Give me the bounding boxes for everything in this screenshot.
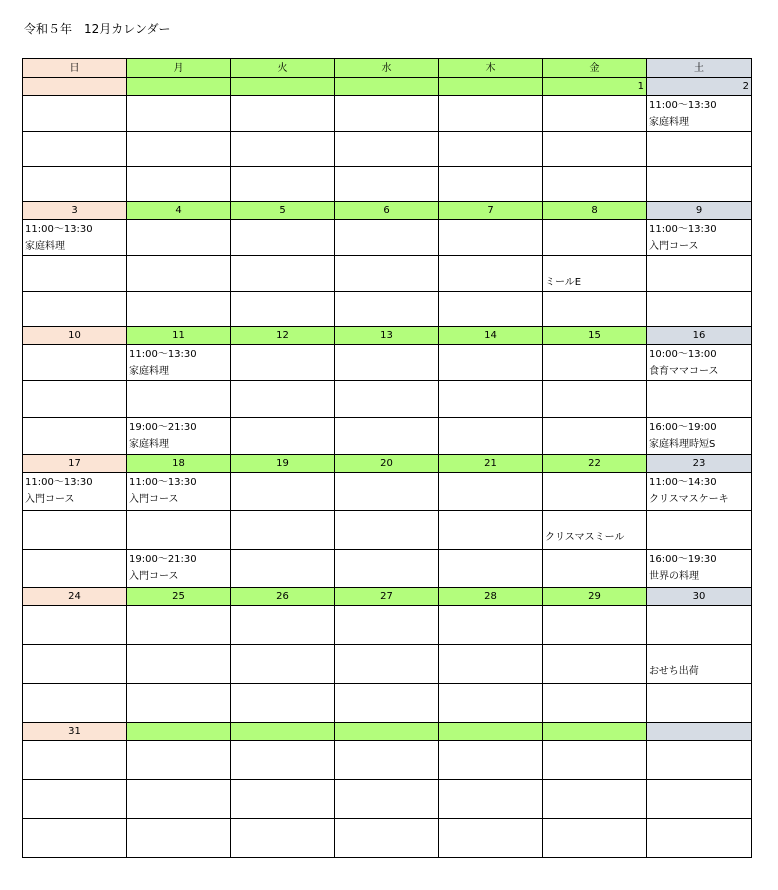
slot-row <box>23 741 752 780</box>
empty-cell[interactable] <box>127 684 231 723</box>
event-cell[interactable]: 16:00〜19:30 世界の料理 <box>647 550 752 588</box>
empty-cell[interactable] <box>439 132 543 167</box>
date-cell: 15 <box>543 327 647 345</box>
event-cell[interactable]: おせち出荷 <box>647 645 752 684</box>
date-row <box>23 588 752 606</box>
empty-cell[interactable] <box>543 550 647 588</box>
event-cell[interactable]: 11:00〜13:30 入門コース <box>23 473 127 511</box>
date-row <box>23 723 752 741</box>
empty-cell[interactable] <box>439 381 543 418</box>
weekday-header-cell: 金 <box>543 59 647 78</box>
empty-cell[interactable] <box>439 345 543 381</box>
event-cell[interactable]: 11:00〜13:30 家庭料理 <box>647 96 752 132</box>
empty-cell[interactable] <box>439 96 543 132</box>
empty-cell[interactable] <box>231 606 335 645</box>
empty-cell[interactable] <box>231 684 335 723</box>
date-cell: 2 <box>647 78 752 96</box>
empty-cell[interactable] <box>231 645 335 684</box>
empty-cell[interactable] <box>23 780 127 819</box>
empty-cell[interactable] <box>335 167 439 202</box>
date-cell: 7 <box>439 202 543 220</box>
empty-cell[interactable] <box>543 473 647 511</box>
date-cell: 26 <box>231 588 335 606</box>
empty-cell[interactable] <box>23 511 127 550</box>
empty-cell[interactable] <box>439 167 543 202</box>
empty-cell[interactable] <box>231 819 335 858</box>
empty-cell[interactable] <box>23 132 127 167</box>
date-cell: 12 <box>231 327 335 345</box>
date-cell: 6 <box>335 202 439 220</box>
empty-cell[interactable] <box>439 473 543 511</box>
empty-cell[interactable] <box>543 345 647 381</box>
empty-cell[interactable] <box>127 96 231 132</box>
empty-cell[interactable] <box>335 511 439 550</box>
empty-cell[interactable] <box>647 606 752 645</box>
weekday-header-cell: 火 <box>231 59 335 78</box>
empty-cell[interactable] <box>127 741 231 780</box>
empty-cell[interactable] <box>335 381 439 418</box>
empty-cell[interactable] <box>23 167 127 202</box>
event-cell[interactable]: 10:00〜13:00 食育ママコース <box>647 345 752 381</box>
empty-cell[interactable] <box>127 780 231 819</box>
weekday-header-cell: 土 <box>647 59 752 78</box>
empty-cell[interactable] <box>231 550 335 588</box>
empty-cell[interactable] <box>23 550 127 588</box>
date-cell <box>23 78 127 96</box>
empty-cell[interactable] <box>23 345 127 381</box>
date-row <box>23 455 752 473</box>
empty-cell[interactable] <box>439 256 543 292</box>
empty-cell[interactable] <box>231 167 335 202</box>
slot-row <box>23 220 752 256</box>
date-cell: 1 <box>543 78 647 96</box>
slot-row <box>23 473 752 511</box>
empty-cell[interactable] <box>335 819 439 858</box>
date-cell <box>231 78 335 96</box>
weekday-header-cell: 日 <box>23 59 127 78</box>
slot-row <box>23 780 752 819</box>
date-cell: 10 <box>23 327 127 345</box>
date-cell: 23 <box>647 455 752 473</box>
empty-cell[interactable] <box>439 606 543 645</box>
slot-row <box>23 819 752 858</box>
empty-cell[interactable] <box>127 606 231 645</box>
empty-cell[interactable] <box>647 684 752 723</box>
empty-cell[interactable] <box>127 256 231 292</box>
empty-cell[interactable] <box>23 96 127 132</box>
date-cell: 31 <box>23 723 127 741</box>
event-cell[interactable]: 16:00〜19:00 家庭料理時短S <box>647 418 752 455</box>
empty-cell[interactable] <box>439 741 543 780</box>
empty-cell[interactable] <box>543 684 647 723</box>
date-row <box>23 78 752 96</box>
empty-cell[interactable] <box>647 256 752 292</box>
empty-cell[interactable] <box>335 606 439 645</box>
date-cell: 18 <box>127 455 231 473</box>
empty-cell[interactable] <box>335 256 439 292</box>
empty-cell[interactable] <box>543 418 647 455</box>
slot-row <box>23 606 752 645</box>
empty-cell[interactable] <box>231 292 335 327</box>
date-cell <box>127 723 231 741</box>
empty-cell[interactable] <box>543 780 647 819</box>
slot-row <box>23 292 752 327</box>
empty-cell[interactable] <box>543 96 647 132</box>
event-cell[interactable]: 11:00〜13:30 家庭料理 <box>23 220 127 256</box>
empty-cell[interactable] <box>647 292 752 327</box>
empty-cell[interactable] <box>543 220 647 256</box>
date-cell <box>439 78 543 96</box>
empty-cell[interactable] <box>231 345 335 381</box>
empty-cell[interactable] <box>543 741 647 780</box>
empty-cell[interactable] <box>127 292 231 327</box>
date-cell: 22 <box>543 455 647 473</box>
empty-cell[interactable] <box>127 645 231 684</box>
empty-cell[interactable] <box>335 473 439 511</box>
calendar-grid <box>22 58 751 858</box>
calendar-table <box>22 58 752 858</box>
event-cell[interactable]: 11:00〜13:30 入門コース <box>127 473 231 511</box>
empty-cell[interactable] <box>335 132 439 167</box>
date-cell: 25 <box>127 588 231 606</box>
empty-cell[interactable] <box>231 511 335 550</box>
slot-row <box>23 418 752 455</box>
empty-cell[interactable] <box>439 645 543 684</box>
empty-cell[interactable] <box>231 418 335 455</box>
event-cell[interactable]: クリスマスミール <box>543 511 647 550</box>
empty-cell[interactable] <box>231 741 335 780</box>
empty-cell[interactable] <box>543 292 647 327</box>
empty-cell[interactable] <box>335 780 439 819</box>
date-cell <box>543 723 647 741</box>
empty-cell[interactable] <box>127 511 231 550</box>
event-cell[interactable]: 19:00〜21:30 家庭料理 <box>127 418 231 455</box>
empty-cell[interactable] <box>335 418 439 455</box>
empty-cell[interactable] <box>543 606 647 645</box>
empty-cell[interactable] <box>543 167 647 202</box>
empty-cell[interactable] <box>439 220 543 256</box>
empty-cell[interactable] <box>231 473 335 511</box>
empty-cell[interactable] <box>439 550 543 588</box>
date-cell: 4 <box>127 202 231 220</box>
date-cell: 5 <box>231 202 335 220</box>
empty-cell[interactable] <box>231 780 335 819</box>
slot-row <box>23 256 752 292</box>
empty-cell[interactable] <box>335 741 439 780</box>
empty-cell[interactable] <box>127 167 231 202</box>
date-cell: 21 <box>439 455 543 473</box>
date-cell: 30 <box>647 588 752 606</box>
empty-cell[interactable] <box>231 132 335 167</box>
empty-cell[interactable] <box>335 684 439 723</box>
empty-cell[interactable] <box>23 819 127 858</box>
empty-cell[interactable] <box>543 645 647 684</box>
date-cell: 14 <box>439 327 543 345</box>
empty-cell[interactable] <box>335 292 439 327</box>
date-cell: 8 <box>543 202 647 220</box>
empty-cell[interactable] <box>23 684 127 723</box>
empty-cell[interactable] <box>127 132 231 167</box>
empty-cell[interactable] <box>647 511 752 550</box>
date-cell: 9 <box>647 202 752 220</box>
empty-cell[interactable] <box>231 220 335 256</box>
date-row <box>23 202 752 220</box>
empty-cell[interactable] <box>439 819 543 858</box>
empty-cell[interactable] <box>231 96 335 132</box>
empty-cell[interactable] <box>647 741 752 780</box>
empty-cell[interactable] <box>23 292 127 327</box>
event-cell[interactable]: 11:00〜13:30 家庭料理 <box>127 345 231 381</box>
date-cell <box>231 723 335 741</box>
empty-cell[interactable] <box>647 132 752 167</box>
date-cell <box>335 723 439 741</box>
empty-cell[interactable] <box>647 381 752 418</box>
empty-cell[interactable] <box>23 606 127 645</box>
empty-cell[interactable] <box>335 96 439 132</box>
date-cell: 17 <box>23 455 127 473</box>
weekday-header-cell: 月 <box>127 59 231 78</box>
empty-cell[interactable] <box>231 256 335 292</box>
event-cell[interactable]: 11:00〜14:30 クリスマスケーキ <box>647 473 752 511</box>
date-cell: 24 <box>23 588 127 606</box>
empty-cell[interactable] <box>127 220 231 256</box>
event-cell[interactable]: ミールE <box>543 256 647 292</box>
date-cell <box>127 78 231 96</box>
slot-row <box>23 511 752 550</box>
empty-cell[interactable] <box>543 381 647 418</box>
empty-cell[interactable] <box>335 645 439 684</box>
empty-cell[interactable] <box>335 550 439 588</box>
empty-cell[interactable] <box>23 256 127 292</box>
date-row <box>23 327 752 345</box>
calendar-title: 令和５年 12月カレンダー <box>24 22 171 36</box>
weekday-header-cell: 水 <box>335 59 439 78</box>
date-cell <box>647 723 752 741</box>
empty-cell[interactable] <box>231 381 335 418</box>
empty-cell[interactable] <box>127 819 231 858</box>
slot-row <box>23 550 752 588</box>
empty-cell[interactable] <box>23 381 127 418</box>
empty-cell[interactable] <box>23 645 127 684</box>
slot-row <box>23 96 752 132</box>
date-cell: 19 <box>231 455 335 473</box>
slot-row <box>23 381 752 418</box>
empty-cell[interactable] <box>335 345 439 381</box>
date-cell: 11 <box>127 327 231 345</box>
slot-row <box>23 167 752 202</box>
date-cell: 27 <box>335 588 439 606</box>
empty-cell[interactable] <box>439 292 543 327</box>
slot-row <box>23 645 752 684</box>
empty-cell[interactable] <box>127 381 231 418</box>
date-cell: 20 <box>335 455 439 473</box>
empty-cell[interactable] <box>543 819 647 858</box>
date-cell: 28 <box>439 588 543 606</box>
event-cell[interactable]: 19:00〜21:30 入門コース <box>127 550 231 588</box>
event-cell[interactable]: 11:00〜13:30 入門コース <box>647 220 752 256</box>
empty-cell[interactable] <box>543 132 647 167</box>
empty-cell[interactable] <box>439 780 543 819</box>
empty-cell[interactable] <box>647 819 752 858</box>
empty-cell[interactable] <box>439 511 543 550</box>
empty-cell[interactable] <box>439 418 543 455</box>
date-cell: 16 <box>647 327 752 345</box>
slot-row <box>23 345 752 381</box>
empty-cell[interactable] <box>335 220 439 256</box>
date-cell: 29 <box>543 588 647 606</box>
empty-cell[interactable] <box>23 418 127 455</box>
empty-cell[interactable] <box>439 684 543 723</box>
date-cell: 3 <box>23 202 127 220</box>
date-cell: 13 <box>335 327 439 345</box>
slot-row <box>23 684 752 723</box>
date-cell <box>439 723 543 741</box>
slot-row <box>23 132 752 167</box>
weekday-header-cell: 木 <box>439 59 543 78</box>
empty-cell[interactable] <box>647 780 752 819</box>
empty-cell[interactable] <box>23 741 127 780</box>
weekday-header-row <box>23 59 752 78</box>
empty-cell[interactable] <box>647 167 752 202</box>
date-cell <box>335 78 439 96</box>
